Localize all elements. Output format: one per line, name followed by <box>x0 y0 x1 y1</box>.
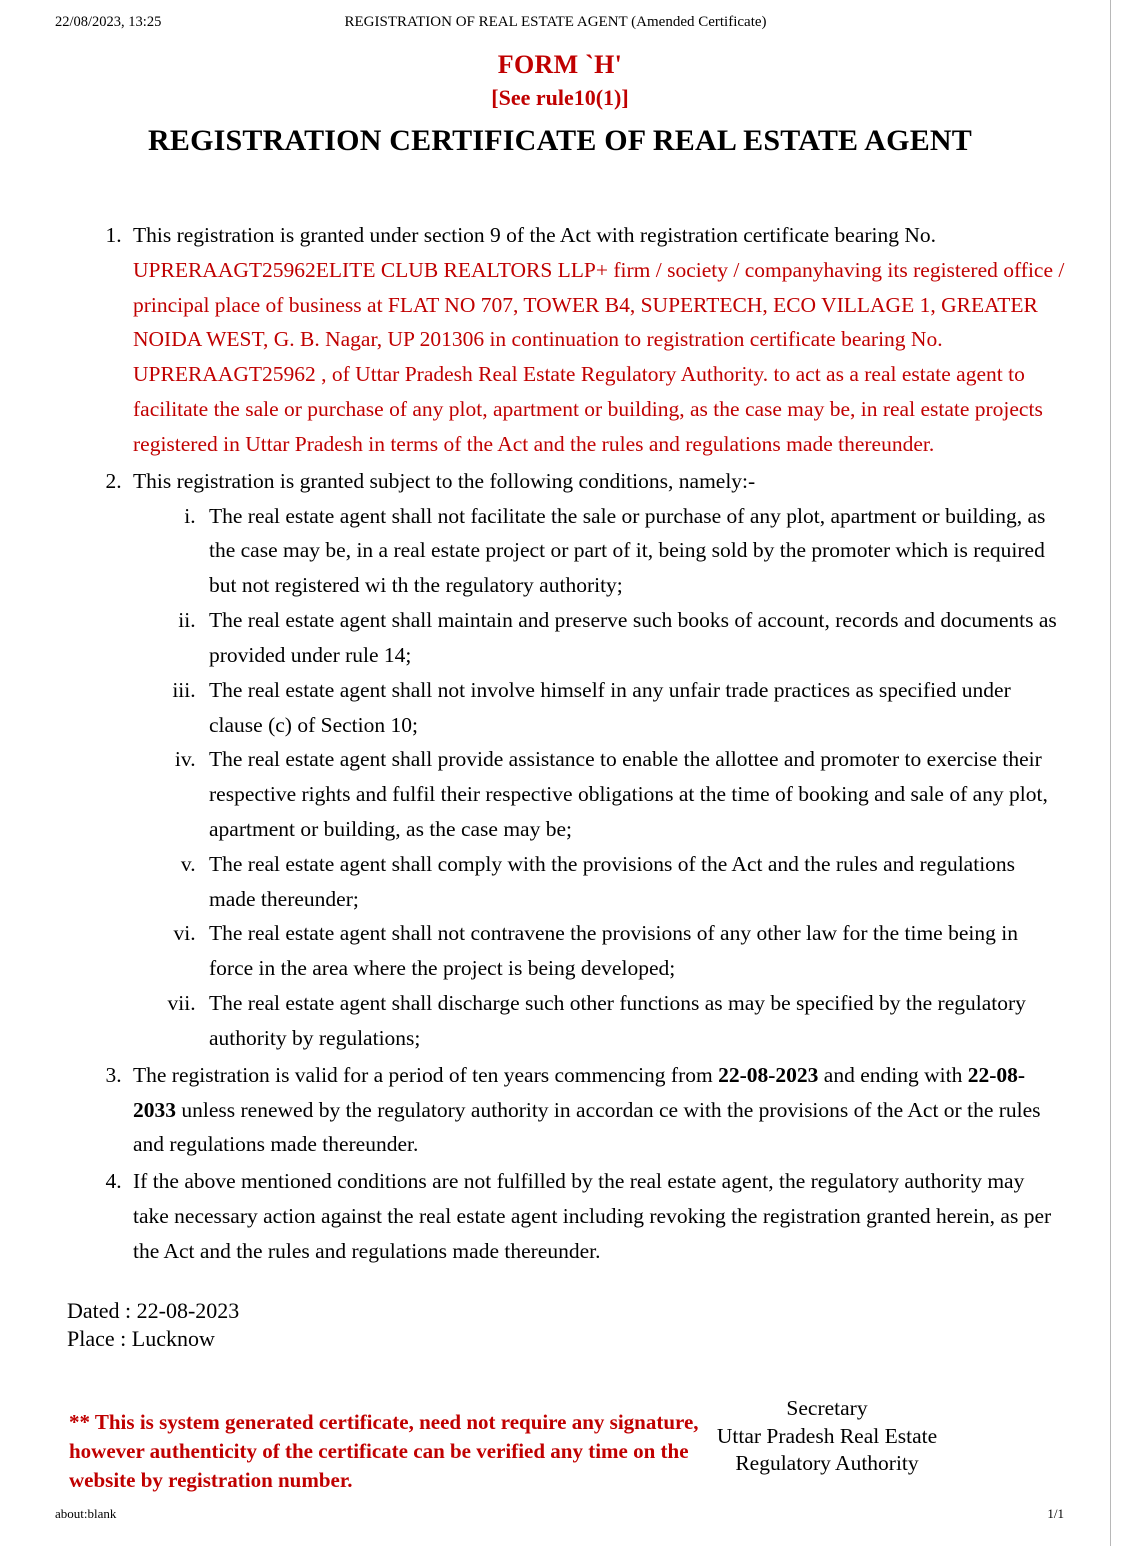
clause-list <box>55 218 1065 1269</box>
conditions-list <box>133 499 1065 1056</box>
page-title: REGISTRATION CERTIFICATE OF REAL ESTATE AGENT <box>148 123 972 157</box>
clause-3-part1: The registration is valid for a period of ten years commencing from <box>133 1062 719 1087</box>
clause-1-lead: This registration is granted under section 9 of the Act with registration certificate bearing No. <box>133 222 937 247</box>
print-footer-pagenum: 1/1 <box>1047 1506 1064 1521</box>
dated-line: Dated : 22-08-2023 <box>67 1297 240 1323</box>
print-header-date: 22/08/2023, 13:25 <box>55 14 162 30</box>
clause-3-part2: and ending with <box>818 1062 968 1087</box>
page-right-margin <box>1111 0 1125 1546</box>
condition-item: vi. The real estate agent shall not contravene the provisions of any other law for the time being in force in the area where the project is being developed; <box>201 916 1065 986</box>
system-generated-note: ** This is system generated certificate, need not require any signature, however authenticity of the certificate can be verified any time on the website by registration number. <box>69 1410 699 1492</box>
condition-item: i. The real estate agent shall not facilitate the sale or purchase of any plot, apartment or building, as the case may be, in a real estate project or part of it, being sold by the promoter which is required but not registered wi th the regulatory authority; <box>201 499 1065 603</box>
clause-2-lead: This registration is granted subject to the following conditions, namely:- <box>133 468 756 493</box>
clause-1-details: UPRERAAGT25962ELITE CLUB REALTORS LLP+ firm / society / companyhaving its registered office / principal place of business at FLAT NO 707, TOWER B4, SUPERTECH, ECO VILLAGE 1, GREATER NOIDA WEST, G. B. Nagar, UP 201306 in continuation to registration certificate bearing No. UPRERAAGT25962 , of Uttar Pradesh Real Estate Regulatory Authority. to act as a real estate agent to facilitate the sale or purchase of any plot, apartment or building, as the case may be, in real estate projects registered in Uttar Pradesh in terms of the Act and the rules and regulations made thereunder. <box>133 257 1065 456</box>
print-header <box>0 14 1111 34</box>
condition-item: v. The real estate agent shall comply with the provisions of the Act and the rules and regulations made thereunder; <box>201 847 1065 917</box>
clause-2 <box>127 464 1065 1056</box>
condition-item: vii. The real estate agent shall discharge such other functions as may be specified by the regulatory authority by regulations; <box>201 986 1065 1056</box>
signatory-authority-line2: Regulatory Authority <box>735 1451 919 1476</box>
clause-4: 4. If the above mentioned conditions are not fulfilled by the real estate agent, the regulatory authority may take necessary action against the real estate agent including revoking the registration granted herein, as per the Act and the rules and regulations made thereunder. <box>127 1164 1065 1268</box>
validity-end-date: 22-08-2033 <box>133 1062 1026 1122</box>
signatory-authority-line1: Uttar Pradesh Real Estate <box>716 1423 938 1448</box>
signatory-title: Secretary <box>786 1396 868 1421</box>
form-title: FORM `H' <box>497 50 623 79</box>
print-footer-url: about:blank <box>55 1506 117 1521</box>
condition-item: iii. The real estate agent shall not involve himself in any unfair trade practices as specified under clause (c) of Section 10; <box>201 673 1065 743</box>
clause-3-part3: unless renewed by the regulatory authority in accordan ce with the provisions of the Act or the rules and regulations made thereunder. <box>133 1097 1041 1157</box>
place-line: Place : Lucknow <box>67 1325 215 1351</box>
condition-item: ii. The real estate agent shall maintain and preserve such books of account, records and documents as provided under rule 14; <box>201 603 1065 673</box>
print-header-title: REGISTRATION OF REAL ESTATE AGENT (Amended Certificate) <box>344 14 767 30</box>
condition-item: iv. The real estate agent shall provide assistance to enable the allottee and promoter to exercise their respective rights and fulfil their respective obligations at the time of booking and sale of any plot, apartment or building, as the case may be; <box>201 742 1065 846</box>
print-footer <box>0 1506 1111 1524</box>
clause-3 <box>127 1058 1065 1162</box>
validity-start-date: 22-08-2023 <box>718 1062 819 1087</box>
clause-1 <box>127 218 1065 462</box>
dated-place-block <box>55 1297 1065 1353</box>
form-rule-reference: [See rule10(1)] <box>491 85 629 111</box>
certificate-body <box>55 48 1065 1492</box>
